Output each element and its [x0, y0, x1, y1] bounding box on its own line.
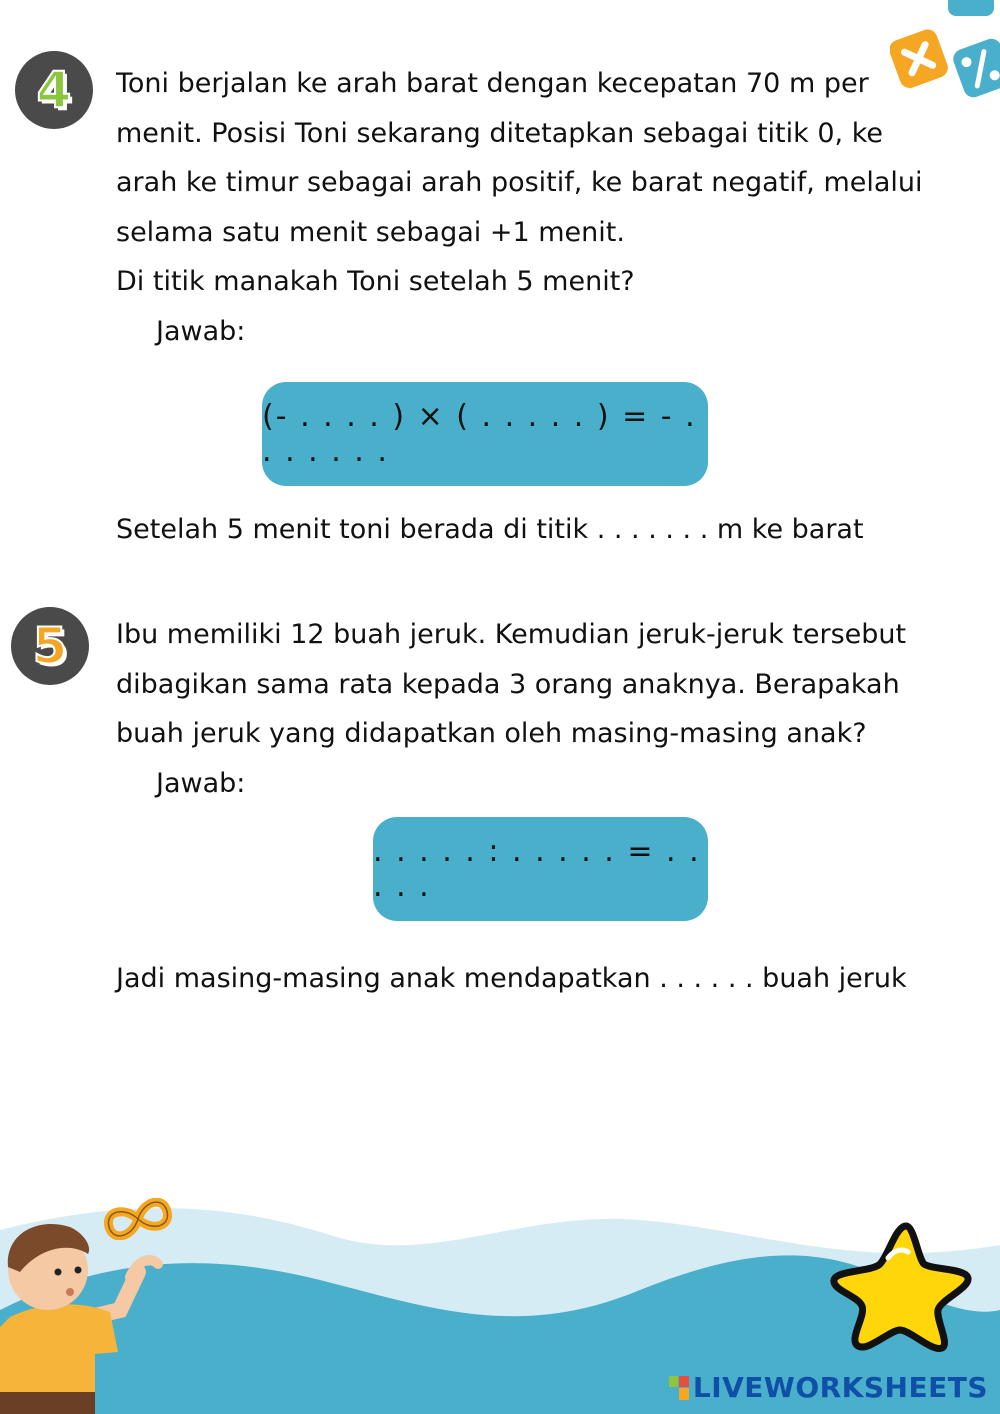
- equation-text: (- . . . . ) × ( . . . . . ) = - . . . . . . .: [262, 399, 697, 469]
- conclusion-text: Jadi masing-masing anak mendapatkan . . . . . . buah jeruk: [116, 963, 907, 994]
- infinity-icon: [103, 1198, 173, 1240]
- equation-text: . . . . . : . . . . . = . . . . .: [373, 834, 701, 904]
- question-line: Toni berjalan ke arah barat dengan kecepatan 70 m per: [116, 68, 869, 99]
- answer-box[interactable]: [373, 817, 708, 921]
- question-number: 4: [36, 61, 72, 119]
- question-4-text: [116, 59, 923, 356]
- question-line: selama satu menit sebagai +1 menit.: [116, 216, 625, 248]
- question-5-text: [116, 610, 906, 808]
- question-line: Di titik manakah Toni setelah 5 menit?: [116, 266, 635, 297]
- conclusion-text: Setelah 5 menit toni berada di titik . . . . . . . m ke barat: [116, 514, 864, 545]
- boy-illustration-icon: [0, 1212, 175, 1414]
- brand-logo: [669, 1371, 988, 1404]
- question-line: arah ke timur sebagai arah positif, ke barat negatif, melalui: [116, 167, 923, 198]
- answer-label: Jawab:: [156, 315, 246, 347]
- question-number: 5: [32, 617, 68, 675]
- question-number-badge: [15, 51, 93, 129]
- brand-name: LIVEWORKSHEETS: [692, 1371, 988, 1404]
- question-line: menit. Posisi Toni sekarang ditetapkan sebagai titik 0, ke: [116, 117, 883, 149]
- question-line: Ibu memiliki 12 buah jeruk. Kemudian jeruk-jeruk tersebut: [116, 619, 907, 650]
- question-line: dibagikan sama rata kepada 3 orang anaknya. Berapakah: [116, 668, 900, 700]
- answer-box[interactable]: [262, 382, 708, 486]
- question-line: buah jeruk yang didapatkan oleh masing-masing anak?: [116, 718, 867, 749]
- answer-label: Jawab:: [156, 767, 246, 799]
- star-icon: [828, 1218, 973, 1353]
- question-number-badge: [11, 607, 89, 685]
- brand-icon: [669, 1376, 689, 1400]
